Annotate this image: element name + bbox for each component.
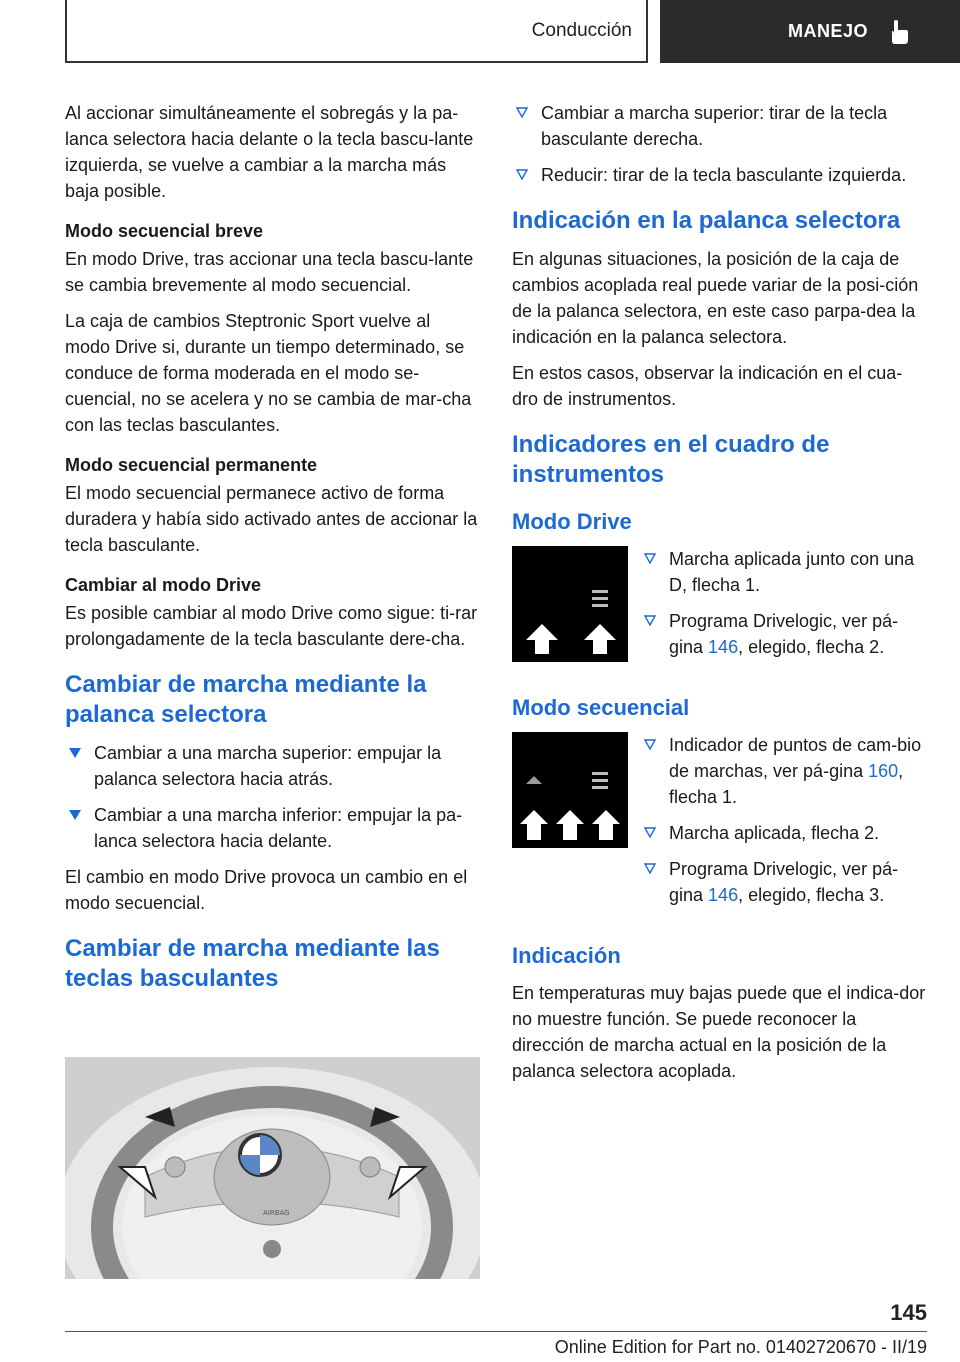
bullet-list (512, 100, 927, 188)
paragraph: El modo secuencial permanece activo de forma duradera y había sido activado antes de accionar la tecla basculante. (65, 483, 478, 555)
triangle-bullet-icon (644, 553, 656, 564)
section-heading: Indicación en la palanca selectora (512, 207, 901, 234)
subsection-heading: Indicación (512, 943, 621, 968)
arrow-up-icon (526, 624, 558, 654)
paragraph: El cambio en modo Drive provoca un cambio en el modo secuencial. (65, 867, 468, 913)
bullet-list (640, 732, 927, 918)
list-item (640, 732, 927, 810)
list-item-text: , elegido, flecha 2. (738, 637, 885, 657)
subheading: Modo secuencial permanente (65, 455, 318, 475)
list-item (512, 162, 927, 188)
header-chapter-tab (660, 0, 960, 63)
page-link[interactable]: 146 (708, 637, 739, 657)
list-item: Cambiar a una marcha superior: empujar la palanca selectora hacia atrás. (65, 740, 480, 792)
right-column (512, 100, 927, 1094)
section-heading: Indicadores en el cuadro de instrumentos (512, 431, 830, 488)
arrow-up-icon (592, 810, 620, 840)
list-item (512, 100, 927, 152)
subsection-heading: Modo Drive (512, 509, 632, 534)
list-item (640, 856, 927, 908)
paragraph: En temperaturas muy bajas puede que el indica-dor no muestre función. Se puede reconocer la dirección de marcha actual en la posición de la palanca selectora acoplada. (512, 983, 926, 1081)
list-item-text: Reducir: tirar de la tecla basculante izquierda. (541, 165, 907, 185)
sequential-mode-display-figure (512, 732, 628, 848)
list-item-text: Marcha aplicada, flecha 2. (669, 823, 880, 843)
triangle-bullet-icon (516, 107, 528, 118)
list-item-text: , elegido, flecha 3. (738, 885, 885, 905)
footer-divider (65, 1331, 927, 1332)
list-item-text: Indicador de puntos de cam-bio de marchas, ver pá-gina (669, 735, 922, 781)
page-number: 145 (890, 1300, 927, 1325)
list-item-text: , flecha 1. (669, 761, 904, 807)
drive-mode-display-figure (512, 546, 628, 662)
left-column (65, 100, 480, 1004)
page-link[interactable]: 146 (708, 885, 739, 905)
steering-wheel-figure (65, 1057, 480, 1279)
subheading: Cambiar al modo Drive (65, 575, 262, 595)
triangle-bullet-icon (516, 169, 528, 180)
section-heading: Cambiar de marcha mediante las teclas basculantes (65, 935, 440, 992)
triangle-bullet-icon (644, 739, 656, 750)
subsection-heading: Modo secuencial (512, 695, 690, 720)
steering-wheel-illustration (65, 1057, 480, 1279)
paragraph: En modo Drive, tras accionar una tecla bascu-lante se cambia brevemente al modo secuencial. (65, 249, 474, 295)
list-item-text: Programa Drivelogic, ver pá-gina (669, 611, 899, 657)
list-item: Cambiar a una marcha inferior: empujar la pa-lanca selectora hacia delante. (65, 802, 480, 854)
paragraph: Al accionar simultáneamente el sobregás y la pa-lanca selectora hacia delante o la tecla bascu-lante izquierda, se vuelve a cambiar a la marcha más baja posible. (65, 103, 474, 201)
bullet-list (640, 546, 927, 670)
triangle-bullet-icon (644, 827, 656, 838)
pointing-hand-icon (886, 19, 912, 45)
section-heading: Cambiar de marcha mediante la palanca selectora (65, 671, 427, 728)
shift-point-icon (526, 776, 542, 784)
paragraph: La caja de cambios Steptronic Sport vuelve al modo Drive si, durante un tiempo determinado, se conduce de forma moderada en el modo se-cuencial, no se acelera y no se cambia de mar-cha con las teclas basculantes. (65, 311, 472, 435)
footer-edition: Online Edition for Part no. 01402720670 - II/19 (554, 1337, 927, 1357)
triangle-bullet-icon (644, 615, 656, 626)
list-item-text: Programa Drivelogic, ver pá-gina (669, 859, 899, 905)
list-item (640, 546, 927, 598)
page-link[interactable]: 160 (868, 761, 899, 781)
airbag-label: AIRBAG (263, 1209, 290, 1217)
list-item (640, 608, 927, 660)
paragraph: Es posible cambiar al modo Drive como sigue: ti-rar prolongadamente de la tecla basculante dere-cha. (65, 603, 478, 649)
arrow-up-icon (556, 810, 584, 840)
subheading: Modo secuencial breve (65, 221, 264, 241)
list-item-text: Cambiar a marcha superior: tirar de la tecla basculante derecha. (541, 103, 888, 149)
arrow-up-icon (584, 624, 616, 654)
paragraph: En algunas situaciones, la posición de la caja de cambios acoplada real puede variar de la posi-ción de la palanca selectora, en este caso parpa-dea la indicación en la palanca selectora. (512, 249, 919, 347)
list-item (640, 820, 927, 846)
list-item-text: Marcha aplicada junto con una D, flecha 1. (669, 549, 915, 595)
drive-mode-block (512, 546, 927, 676)
header-chapter-title: MANEJO (788, 21, 869, 41)
sequential-mode-block (512, 732, 927, 924)
header-section-tab (65, 0, 648, 63)
header-section-title: Conducción (531, 19, 632, 41)
bullet-list (65, 740, 480, 854)
triangle-bullet-icon (644, 863, 656, 874)
arrow-up-icon (520, 810, 548, 840)
paragraph: En estos casos, observar la indicación en el cua-dro de instrumentos. (512, 363, 903, 409)
